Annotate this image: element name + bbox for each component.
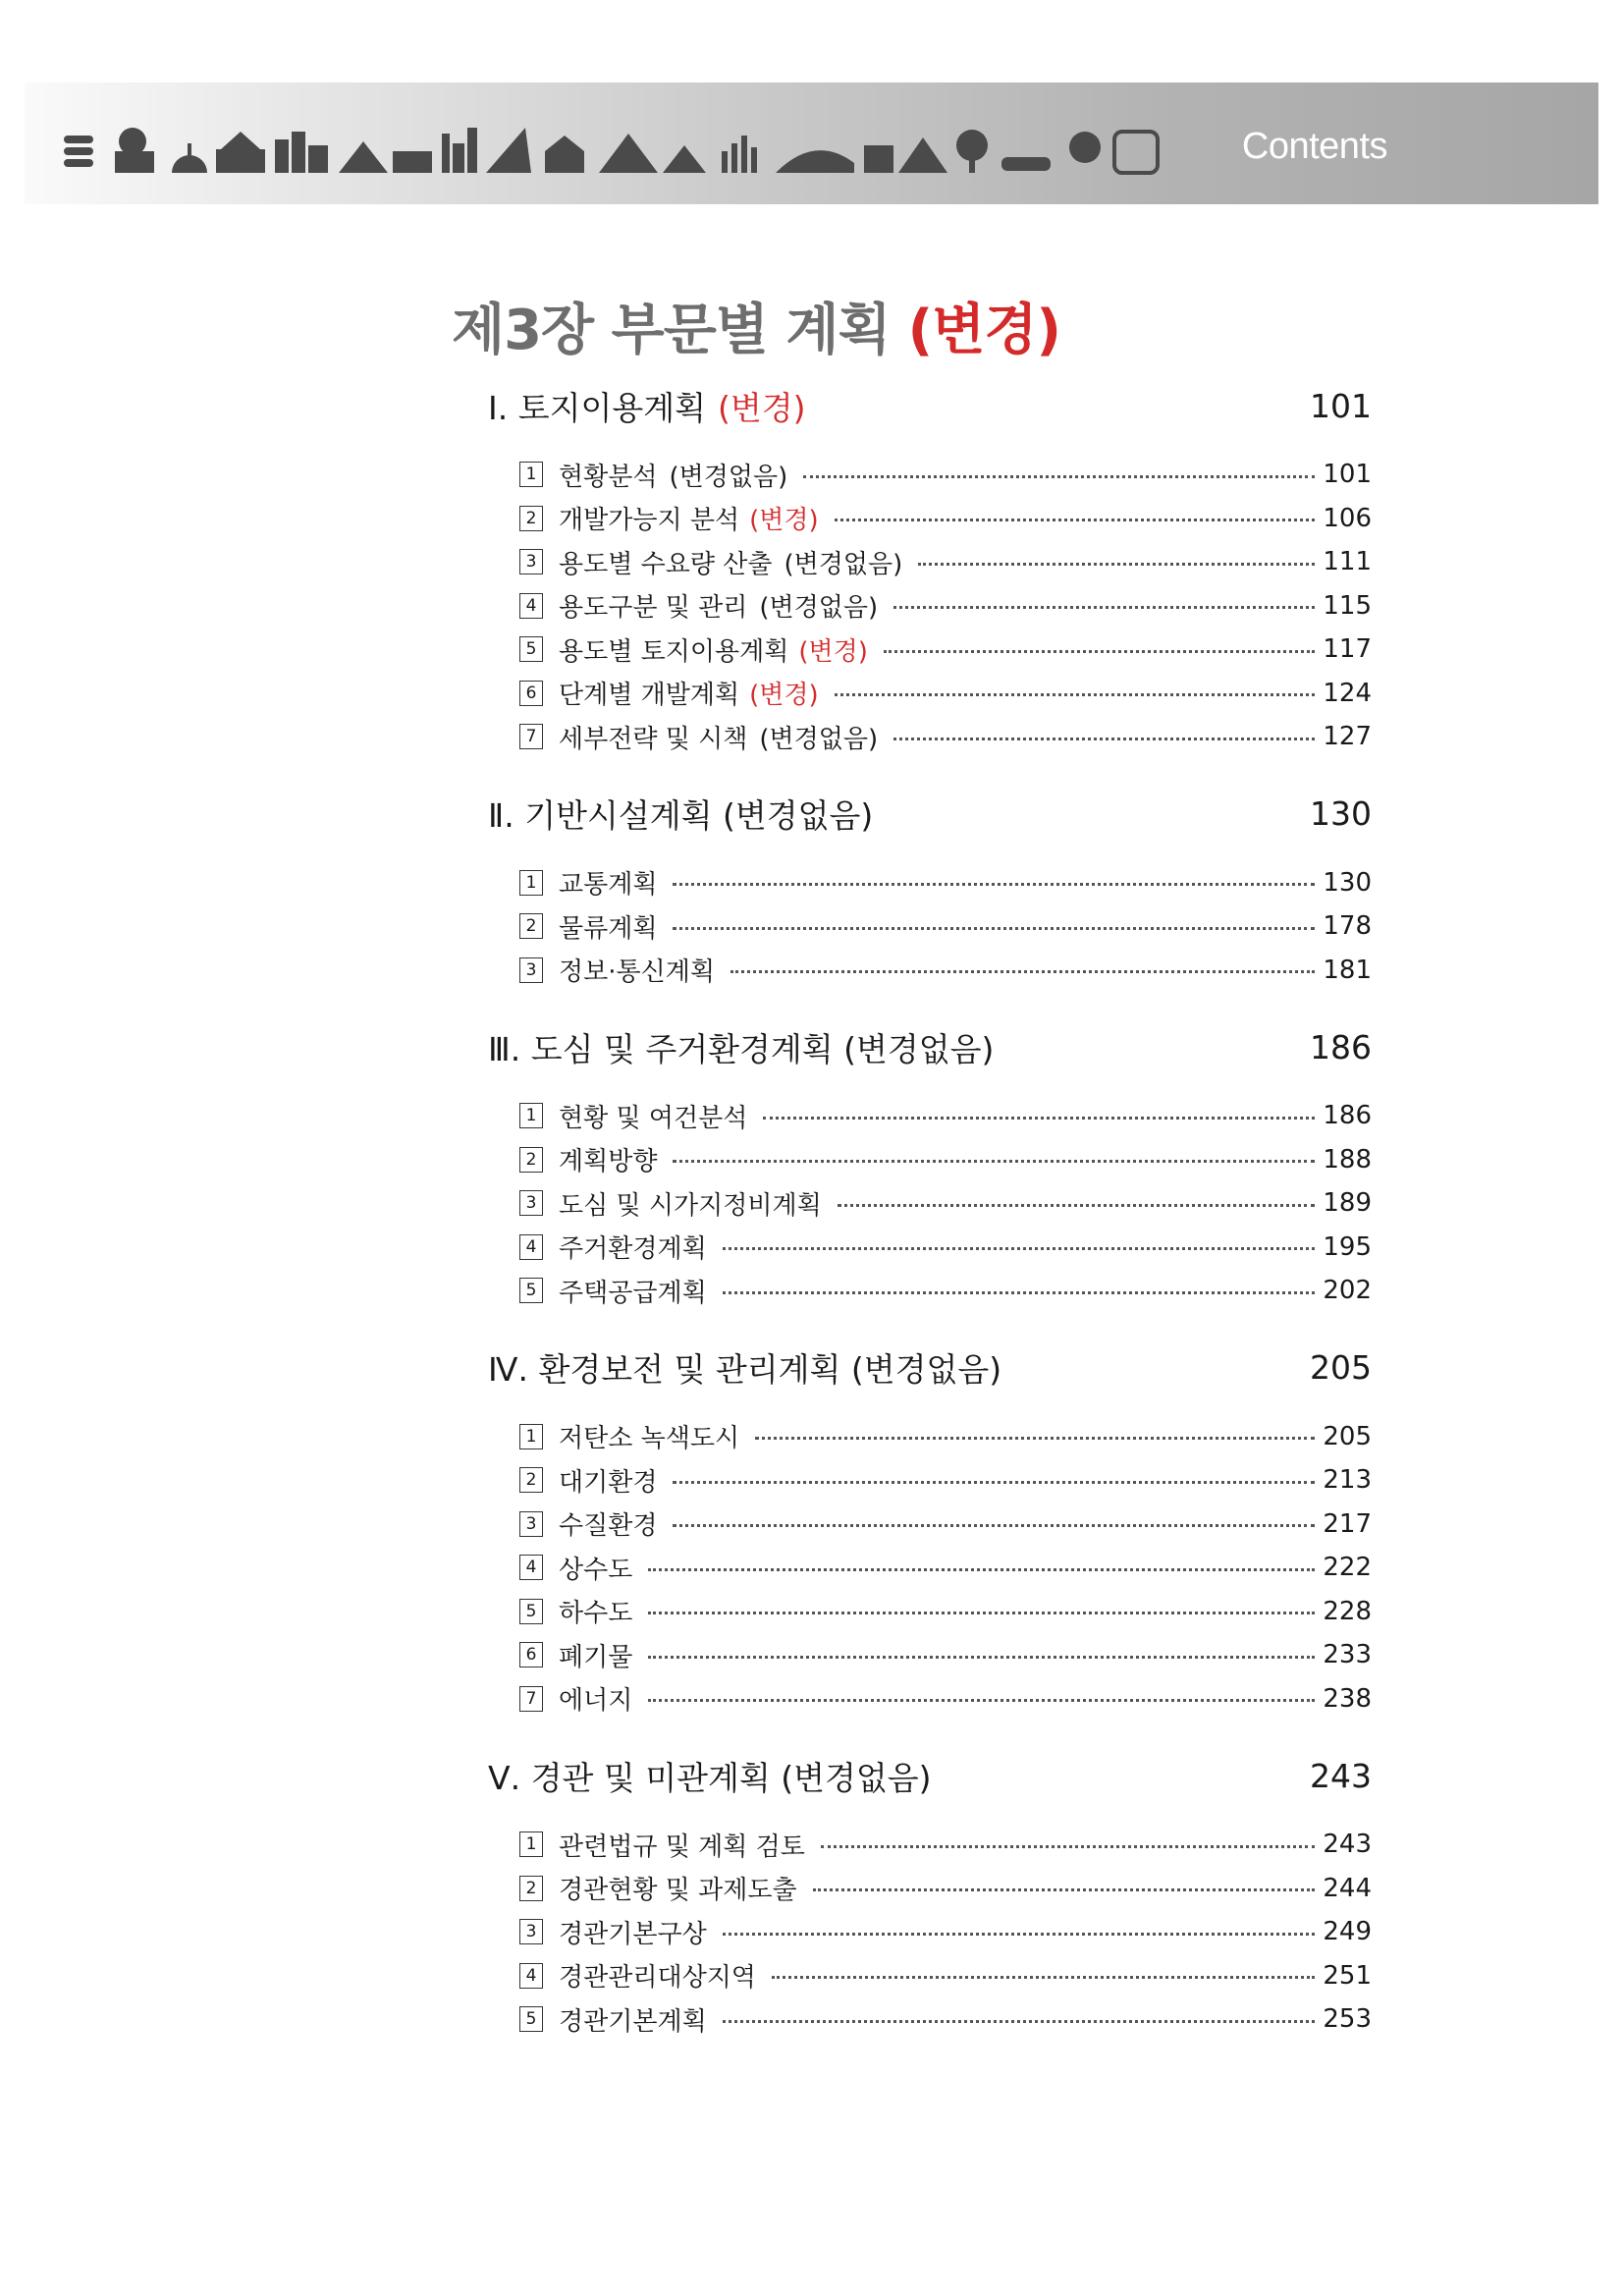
toc-entry[interactable] (488, 949, 1372, 993)
item-page-number: 124 (1323, 678, 1372, 708)
dot-leader (893, 738, 1315, 740)
item-page-number: 251 (1323, 1960, 1372, 1991)
toc-entry[interactable] (488, 1269, 1372, 1313)
item-page-number: 117 (1323, 634, 1372, 665)
item-title: 단계별 개발계획 (559, 681, 740, 711)
toc-entry[interactable] (488, 1415, 1372, 1459)
dot-leader (648, 1612, 1315, 1614)
item-title: 물류계획 (559, 913, 658, 944)
dot-leader (884, 650, 1315, 653)
item-number-box: 7 (519, 724, 543, 749)
item-page-number: 222 (1323, 1553, 1372, 1583)
toc-entry[interactable] (488, 1546, 1372, 1590)
item-title: 용도별 토지이용계획 (559, 636, 789, 667)
item-page-number: 188 (1323, 1144, 1372, 1175)
item-page-number: 202 (1323, 1276, 1372, 1306)
item-number-box: 4 (519, 1234, 543, 1260)
dot-leader (673, 883, 1315, 886)
toc-entry[interactable] (488, 1954, 1372, 1998)
header-banner (25, 82, 1598, 204)
item-page-number: 213 (1323, 1465, 1372, 1496)
item-title: 개발가능지 분석 (559, 506, 740, 536)
item-number-box: 1 (519, 1103, 543, 1128)
item-number-box: 2 (519, 1147, 543, 1173)
item-page-number: 238 (1323, 1683, 1372, 1714)
toc-entry[interactable] (488, 540, 1372, 584)
item-page-number: 228 (1323, 1596, 1372, 1626)
item-title: 경관관리대상지역 (559, 1963, 756, 1994)
toc-entry[interactable] (488, 904, 1372, 949)
dot-leader (763, 1117, 1315, 1120)
item-page-number: 178 (1323, 911, 1372, 942)
item-page-number: 189 (1323, 1188, 1372, 1219)
section-item-list (488, 1094, 1372, 1313)
item-number-box: 5 (519, 1599, 543, 1624)
section-page-number: 186 (1310, 1027, 1372, 1066)
dot-leader (893, 606, 1315, 609)
toc-entry[interactable] (488, 861, 1372, 905)
toc-entry[interactable] (488, 672, 1372, 716)
section-numeral: Ⅲ. (488, 1029, 521, 1068)
toc-entry[interactable] (488, 1677, 1372, 1722)
toc-entry[interactable] (488, 584, 1372, 629)
dot-leader (723, 2020, 1315, 2023)
item-title: 경관기본계획 (559, 2006, 707, 2037)
dot-leader (673, 1524, 1315, 1527)
chapter-title (452, 287, 1060, 365)
section-title (488, 1024, 994, 1070)
item-number-box: 3 (519, 957, 543, 983)
table-of-contents (488, 378, 1372, 2069)
item-number-box: 5 (519, 2006, 543, 2032)
item-title: 관련법규 및 계획 검토 (559, 1831, 805, 1862)
item-number-box: 1 (519, 870, 543, 896)
item-title: 주거환경계획 (559, 1234, 707, 1265)
dot-leader (648, 1656, 1315, 1659)
item-title: 폐기물 (559, 1642, 633, 1672)
item-number-box: 6 (519, 1642, 543, 1667)
item-number-box: 3 (519, 549, 543, 574)
item-page-number: 233 (1323, 1640, 1372, 1670)
item-number-box: 2 (519, 1876, 543, 1901)
toc-entry[interactable] (488, 1867, 1372, 1911)
section-page-number: 243 (1310, 1756, 1372, 1795)
item-title: 계획방향 (559, 1147, 658, 1177)
toc-entry[interactable] (488, 453, 1372, 497)
section-title-text: 도심 및 주거환경계획 (변경없음) (530, 1029, 995, 1068)
item-number-box: 4 (519, 593, 543, 619)
item-page-number: 186 (1323, 1101, 1372, 1131)
item-note: (변경없음) (759, 724, 879, 754)
item-page-number: 101 (1323, 460, 1372, 490)
dot-leader (821, 1845, 1315, 1848)
item-note: (변경없음) (759, 593, 879, 624)
toc-entry[interactable] (488, 628, 1372, 672)
chapter-change-tag: (변경) (907, 299, 1061, 362)
item-number-box: 4 (519, 1963, 543, 1989)
item-page-number: 127 (1323, 722, 1372, 752)
section-numeral: Ⅱ. (488, 796, 514, 835)
dot-leader (673, 927, 1315, 930)
item-page-number: 205 (1323, 1421, 1372, 1451)
banner-title: Contents (1241, 126, 1387, 167)
dot-leader (803, 475, 1315, 478)
toc-entry[interactable] (488, 497, 1372, 541)
item-number-box: 7 (519, 1686, 543, 1712)
section-heading[interactable] (488, 1748, 1372, 1803)
dot-leader (813, 1888, 1315, 1891)
item-change-tag: (변경) (798, 636, 868, 667)
dot-leader (835, 693, 1315, 696)
item-page-number: 111 (1323, 547, 1372, 577)
item-number-box: 5 (519, 636, 543, 662)
item-title: 경관기본구상 (559, 1919, 707, 1949)
toc-entry[interactable] (488, 1503, 1372, 1547)
item-page-number: 217 (1323, 1508, 1372, 1539)
item-note: (변경없음) (669, 462, 788, 492)
item-number-box: 1 (519, 1424, 543, 1449)
section-item-list (488, 453, 1372, 759)
item-number-box: 5 (519, 1278, 543, 1303)
item-page-number: 249 (1323, 1917, 1372, 1947)
item-note: (변경없음) (784, 549, 903, 579)
toc-entry[interactable] (488, 715, 1372, 759)
section-page-number: 130 (1310, 794, 1372, 833)
toc-entry[interactable] (488, 1633, 1372, 1677)
item-title: 주택공급계획 (559, 1278, 707, 1308)
dot-leader (918, 563, 1315, 566)
toc-entry[interactable] (488, 1094, 1372, 1138)
item-number-box: 2 (519, 1467, 543, 1493)
item-number-box: 3 (519, 1511, 543, 1537)
item-page-number: 243 (1323, 1830, 1372, 1860)
item-number-box: 2 (519, 506, 543, 531)
section-title (488, 791, 873, 837)
toc-entry[interactable] (488, 1138, 1372, 1182)
dot-leader (838, 1204, 1315, 1207)
section-title (488, 1753, 931, 1799)
item-page-number: 115 (1323, 590, 1372, 621)
section-item-list (488, 861, 1372, 993)
section-item-list (488, 1415, 1372, 1722)
item-page-number: 130 (1323, 867, 1372, 898)
dot-leader (648, 1699, 1315, 1702)
section-heading[interactable] (488, 787, 1372, 842)
section-item-list (488, 1823, 1372, 2042)
section-page-number: 101 (1310, 386, 1372, 425)
section-change-tag: (변경) (718, 388, 806, 427)
item-number-box: 3 (519, 1190, 543, 1216)
item-title: 수질환경 (559, 1511, 658, 1542)
section-numeral: Ⅴ. (488, 1758, 521, 1797)
dot-leader (673, 1481, 1315, 1484)
item-number-box: 6 (519, 681, 543, 706)
section-title-text: 기반시설계획 (변경없음) (524, 796, 874, 835)
item-title: 하수도 (559, 1599, 633, 1629)
item-title: 용도별 수요량 산출 (559, 549, 773, 579)
section-title-text: 경관 및 미관계획 (변경없음) (530, 1758, 932, 1797)
item-title: 도심 및 시가지정비계획 (559, 1190, 822, 1221)
dot-leader (772, 1976, 1315, 1979)
item-title: 현황 및 여건분석 (559, 1103, 748, 1133)
item-title: 정보·통신계획 (559, 957, 715, 988)
item-number-box: 1 (519, 462, 543, 487)
toc-entry[interactable] (488, 1997, 1372, 2042)
section-numeral: Ⅰ. (488, 388, 509, 427)
section-page-number: 205 (1310, 1348, 1372, 1387)
item-title: 저탄소 녹색도시 (559, 1424, 740, 1454)
item-title: 현황분석 (559, 462, 658, 492)
item-number-box: 4 (519, 1555, 543, 1580)
item-title: 경관현황 및 과제도출 (559, 1876, 797, 1906)
section-heading[interactable] (488, 378, 1372, 433)
dot-leader (835, 519, 1315, 521)
item-number-box: 1 (519, 1831, 543, 1857)
section-numeral: Ⅳ. (488, 1350, 528, 1389)
toc-entry[interactable] (488, 1226, 1372, 1270)
dot-leader (723, 1933, 1315, 1936)
item-page-number: 253 (1323, 2004, 1372, 2035)
item-number-box: 3 (519, 1919, 543, 1944)
dot-leader (723, 1247, 1315, 1250)
dot-leader (648, 1568, 1315, 1571)
item-title: 용도구분 및 관리 (559, 593, 748, 624)
item-number-box: 2 (519, 913, 543, 939)
toc-entry[interactable] (488, 1181, 1372, 1226)
toc-entry[interactable] (488, 1458, 1372, 1503)
item-title: 상수도 (559, 1555, 633, 1585)
item-page-number: 244 (1323, 1873, 1372, 1903)
item-change-tag: (변경) (749, 681, 819, 711)
toc-entry[interactable] (488, 1590, 1372, 1634)
section-heading[interactable] (488, 1340, 1372, 1395)
section-title (488, 383, 806, 429)
item-title: 대기환경 (559, 1467, 658, 1498)
item-title: 교통계획 (559, 870, 658, 901)
section-heading[interactable] (488, 1019, 1372, 1074)
item-title: 세부전략 및 시책 (559, 724, 748, 754)
item-change-tag: (변경) (749, 506, 819, 536)
dot-leader (730, 970, 1315, 973)
dot-leader (755, 1437, 1315, 1440)
toc-entry[interactable] (488, 1910, 1372, 1954)
dot-leader (723, 1291, 1315, 1294)
section-title-text: 토지이용계획 (517, 388, 707, 427)
item-page-number: 106 (1323, 503, 1372, 533)
dot-leader (673, 1160, 1315, 1163)
toc-entry[interactable] (488, 1823, 1372, 1867)
chapter-title-text: 제3장 부문별 계획 (452, 299, 891, 362)
section-title (488, 1344, 1001, 1391)
city-skyline-icon (64, 122, 1173, 191)
item-page-number: 181 (1323, 955, 1372, 985)
section-title-text: 환경보전 및 관리계획 (변경없음) (538, 1350, 1002, 1389)
item-title: 에너지 (559, 1686, 633, 1717)
item-page-number: 195 (1323, 1231, 1372, 1262)
